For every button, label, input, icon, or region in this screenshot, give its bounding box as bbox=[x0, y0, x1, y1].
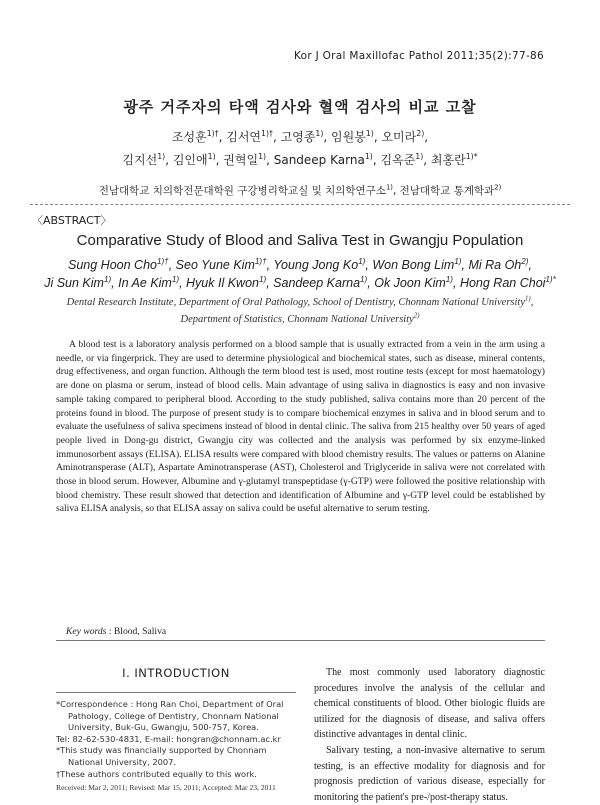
author: 김옥준 bbox=[380, 153, 416, 167]
author-mark: 1) bbox=[365, 129, 374, 138]
english-affiliation-1: Dental Research Institute, Department of Oral Pathology, School of Dentistry, Chonnam National University$^{1)}$, bbox=[66, 295, 534, 308]
author-mark: 1) bbox=[315, 129, 324, 138]
author-mark: 1) bbox=[103, 274, 112, 284]
introduction-text bbox=[314, 665, 545, 805]
author: 김지선 bbox=[122, 153, 158, 167]
author-mark: 1) bbox=[157, 152, 166, 161]
author: 최홍란 bbox=[430, 153, 466, 167]
author: Won Bong Lim bbox=[372, 258, 455, 272]
footnote-correspondence: *Correspondence : Hong Ran Choi, Department of Oral Pathology, College of Dentistry, Chonnam National University, Buk-Gu, Gwangju, 500-757, Korea. bbox=[56, 699, 284, 733]
paragraph: The most commonly used laboratory diagnostic procedures involve the analysis of the cellular and chemical constituents of blood. Other biologic fluids are utilized for the diagnosis of disease, and saliva offers distinctive advantages in dental clinic. bbox=[314, 667, 545, 741]
author-mark: 1) bbox=[258, 274, 267, 284]
author: Ji Sun Kim bbox=[44, 276, 104, 290]
author: Mi Ra Oh bbox=[468, 258, 522, 272]
korean-affiliation bbox=[0, 183, 600, 198]
author-mark: 1)* bbox=[465, 152, 478, 161]
journal-citation: Kor J Oral Maxillofac Pathol 2011;35(2):77-86 bbox=[293, 50, 544, 62]
author: Hyuk Il Kwon bbox=[186, 276, 259, 290]
footnote-equal-contribution: †These authors contributed equally to this work. bbox=[56, 768, 257, 779]
author-mark: 1)* bbox=[545, 274, 556, 284]
author-mark: 2) bbox=[416, 129, 425, 138]
korean-authors-line-1: 조성훈$^{1)\dagger}$, 김서연$^{1)\dagger}$, 고영종$^{1)}$, 임원봉$^{1)}$, 오미라$^{2)}$, bbox=[171, 129, 429, 144]
author-mark: 1) bbox=[358, 256, 366, 266]
affiliation-mark: 2) bbox=[413, 312, 420, 320]
abstract-body: A blood test is a laboratory analysis performed on a blood sample that is usually extracted from a vein in the arm using a needle, or via fingerprick. They are used to determine physiological and biochemical states, such as disease, mineral contents, drug effectiveness, and organ function. Although the term blood test is used, most routine tests (except for most haematology) are done on plasma or serum, instead of blood cells. Main advantage of using saliva in diagnostics is easy and non invasive sample taking compared to peripheral blood. According to the study published, saliva contains more than 20 percent of the proteins found in blood. The purpose of present study is to compare biochemical enzymes in saliva and in blood serum and to evaluate the usefulness of saliva specimens instead of blood in dental clinic. The saliva from 215 healthy over 50 years of aged people lived in Dong-gu district, Gwangju city was collected and the analysis was performed by six enzyme-linked immunosorbent assays (ELISA). ELISA results were compared with blood chemistry results. The values or patterns on Alanine Aminotransperase (ALT), Aspartate Aminotransperase (AST), Cholesterol and Triglyceride in saliva were not correlated with those in blood serum. However, Albumine and γ-glutamyl transpeptidase (γ-GTP) were followed the positive relationship with blood chemistry. These result showed that detection and identification of Albumine and γ-GTP level could be established by saliva ELISA analysis, so that ELISA assay on saliva could be useful alternative to serum testing. bbox=[56, 339, 545, 515]
english-authors-line-2: Ji Sun Kim$^{1)}$, In Ae Kim$^{1)}$, Hyuk Il Kwon$^{1)}$, Sandeep Karna$^{1)}$, Ok Joon Kim$^{1)}$, Hong Ran Choi$^{1)*}$ bbox=[44, 274, 556, 290]
footnote-divider bbox=[56, 692, 296, 693]
korean-authors-line-2: 김지선$^{1)}$, 김인애$^{1)}$, 권혁일$^{1)}$, Sandeep Karna$^{1)}$, 김옥준$^{1)}$, 최홍란$^{1)*}$ bbox=[122, 152, 478, 167]
author: Sandeep Karna bbox=[273, 153, 365, 167]
author-mark: 2) bbox=[521, 256, 529, 266]
keywords bbox=[66, 626, 166, 637]
author: 오미라 bbox=[381, 130, 417, 144]
author: Ok Joon Kim bbox=[374, 276, 446, 290]
affiliation-text: Department of Statistics, Chonnam National University bbox=[180, 314, 414, 325]
author-mark: 1) bbox=[364, 152, 373, 161]
abstract-tag: 〈ABSTRACT〉 bbox=[32, 214, 112, 227]
keywords-label: Key words bbox=[66, 626, 107, 637]
paragraph: Salivary testing, a non-invasive alternative to serum testing, is an effective modality for diagnosis and for prognosis prediction of various disease, especially for monitoring the patient's pre-/post-therapy status. bbox=[314, 744, 545, 803]
author: 고영종 bbox=[280, 130, 316, 144]
keywords-divider bbox=[56, 640, 545, 641]
affiliation-text: , 전남대학교 통계학과 bbox=[392, 185, 495, 197]
author: 권혁일 bbox=[223, 153, 259, 167]
author: 김서연 bbox=[226, 130, 262, 144]
english-title: Comparative Study of Blood and Saliva Test in Gwangju Population bbox=[76, 232, 524, 249]
author-mark: 1) bbox=[171, 274, 180, 284]
affiliation-text: Dental Research Institute, Department of Oral Pathology, School of Dentistry, Chonnam National University bbox=[66, 297, 526, 308]
author: 조성훈 bbox=[171, 130, 207, 144]
author-mark: 1) bbox=[258, 152, 267, 161]
author-mark: 1) bbox=[207, 152, 216, 161]
affiliation-mark: 1) bbox=[385, 183, 393, 192]
author: 김인애 bbox=[172, 153, 208, 167]
author-mark: 1) bbox=[360, 274, 368, 284]
author-mark: 1)† bbox=[254, 256, 267, 266]
introduction-heading: I. INTRODUCTION bbox=[122, 666, 230, 680]
author: In Ae Kim bbox=[118, 276, 172, 290]
author: Sandeep Karna bbox=[273, 276, 361, 290]
english-affiliation-2 bbox=[0, 314, 600, 325]
section-divider bbox=[30, 204, 570, 205]
affiliation-mark: 2) bbox=[494, 183, 502, 192]
author-mark: 1)† bbox=[261, 129, 273, 138]
keywords-value: : Blood, Saliva bbox=[108, 626, 167, 637]
affiliation-mark: 1) bbox=[525, 295, 531, 303]
footnote-contact: Tel: 82-62-530-4831, E-mail: hongran@chonnam.ac.kr bbox=[56, 733, 281, 744]
author-mark: 1) bbox=[415, 152, 424, 161]
author: Sung Hoon Cho bbox=[68, 258, 157, 272]
author: Hong Ran Choi bbox=[459, 276, 546, 290]
author: 임원봉 bbox=[331, 130, 366, 144]
english-authors-line-1: Sung Hoon Cho$^{1)\dagger}$, Seo Yune Kim$^{1)\dagger}$, Young Jong Ko$^{1)}$, Won Bong Lim$^{1)}$, Mi Ra Oh$^{2)}$, bbox=[68, 256, 532, 272]
affiliation-text: 전남대학교 치의학전문대학원 구강병리학교실 및 치의학연구소 bbox=[98, 185, 386, 197]
author-mark: 1)† bbox=[206, 129, 219, 138]
author-mark: 1)† bbox=[156, 256, 169, 266]
korean-title: 광주 거주자의 타액 검사와 혈액 검사의 비교 고찰 bbox=[123, 98, 477, 116]
author-mark: 1) bbox=[454, 256, 462, 266]
footnotes bbox=[56, 699, 296, 794]
received-dates: Received: Mar 2, 2011; Revised: Mar 15, 2011; Accepted: Mar 23, 2011 bbox=[56, 783, 276, 793]
footnote-funding: *This study was financially supported by Chonnam National University, 2007. bbox=[56, 745, 267, 767]
author-mark: 1) bbox=[445, 274, 453, 284]
author: Young Jong Ko bbox=[273, 258, 359, 272]
author: Seo Yune Kim bbox=[175, 258, 255, 272]
